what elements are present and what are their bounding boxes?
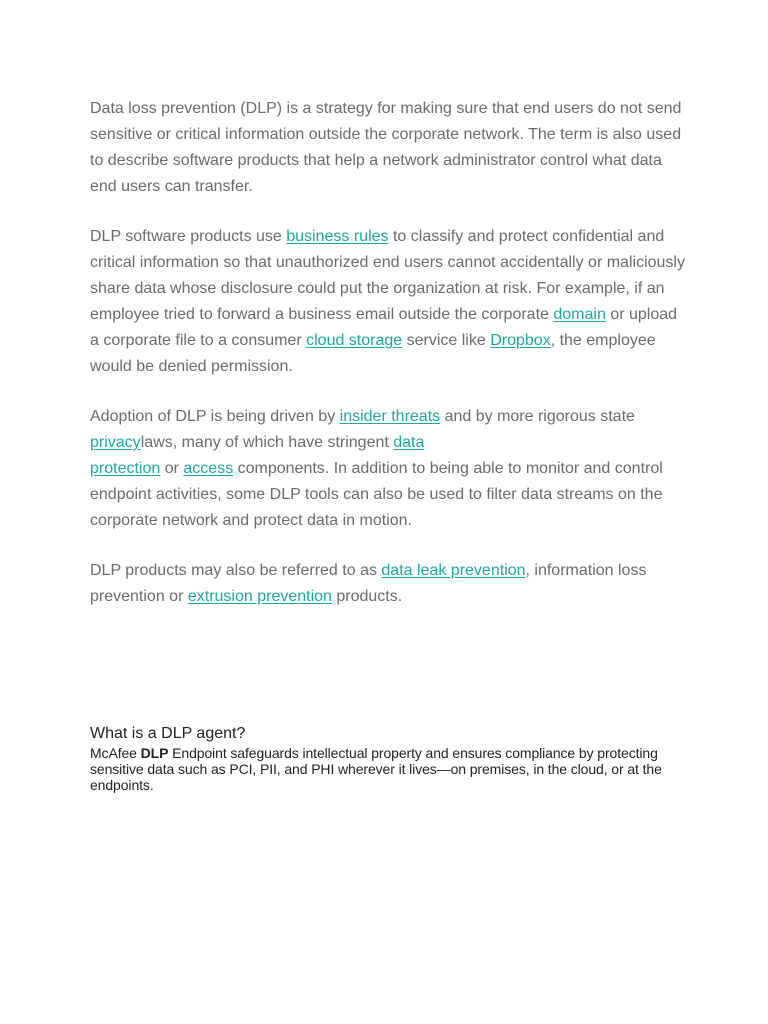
section-text: Endpoint safeguards intellectual property and ensures compliance by protecting sensitive data such as PCI, PII, and PHI wherever it lives—on premises, in the cloud, or at the endpoints. [90, 745, 662, 793]
paragraph-text: laws, many of which have stringent [140, 434, 394, 451]
paragraph-text: Data loss prevention (DLP) is a strategy for making sure that end users do not send sensitive or critical information outside the corporate network. The term is also used to describe software products that help a network administrator control what data end users can transfer. [90, 100, 682, 195]
paragraph-aliases [90, 558, 690, 610]
paragraph-text: service like [402, 332, 491, 349]
link-domain[interactable]: domain [553, 306, 606, 323]
link-data[interactable]: data [393, 434, 425, 451]
link-protection[interactable]: protection [90, 460, 161, 477]
paragraph-dlp-software [90, 224, 690, 380]
section-title: What is a DLP agent? [90, 725, 246, 742]
paragraph-text: or upload a corporate file to a consumer [90, 306, 678, 349]
section-text: McAfee [90, 745, 141, 761]
paragraph-text: DLP software products use [90, 228, 287, 245]
paragraph-text: DLP products may also be referred to as [90, 562, 382, 579]
link-business-rules[interactable]: business rules [286, 228, 389, 245]
dlp-agent-section [90, 723, 680, 793]
paragraph-text: components. In addition to being able to monitor and control endpoint activities, some DLP tools can also be used to filter data streams on the corporate network and protect data in motion. [90, 460, 663, 529]
paragraph-text: Adoption of DLP is being driven by [90, 408, 340, 425]
paragraph-intro [90, 96, 690, 200]
paragraph-text: , the employee would be denied permission. [90, 332, 656, 375]
link-privacy[interactable]: privacy [90, 434, 141, 451]
paragraph-text: and by more rigorous state [440, 408, 635, 425]
link-cloud-storage[interactable]: cloud storage [306, 332, 403, 349]
link-access[interactable]: access [183, 460, 234, 477]
link-extrusion-prevention[interactable]: extrusion prevention [187, 588, 332, 605]
section-bold-text: DLP [140, 745, 169, 761]
paragraph-text: , information loss prevention or [90, 562, 647, 605]
section-body [90, 745, 680, 793]
paragraph-text: products. [331, 588, 403, 605]
paragraph-adoption [90, 404, 690, 534]
link-data-leak-prevention[interactable]: data leak prevention [381, 562, 526, 579]
article-body [90, 96, 690, 634]
paragraph-text: to classify and protect confidential and critical information so that unauthorized end users cannot accidentally or maliciously share data whose disclosure could put the organization at risk. For example, if an employee tried to forward a business email outside the corporate [90, 228, 685, 323]
link-dropbox[interactable]: Dropbox [490, 332, 551, 349]
paragraph-text: or [160, 460, 184, 477]
link-insider-threats[interactable]: insider threats [339, 408, 441, 425]
